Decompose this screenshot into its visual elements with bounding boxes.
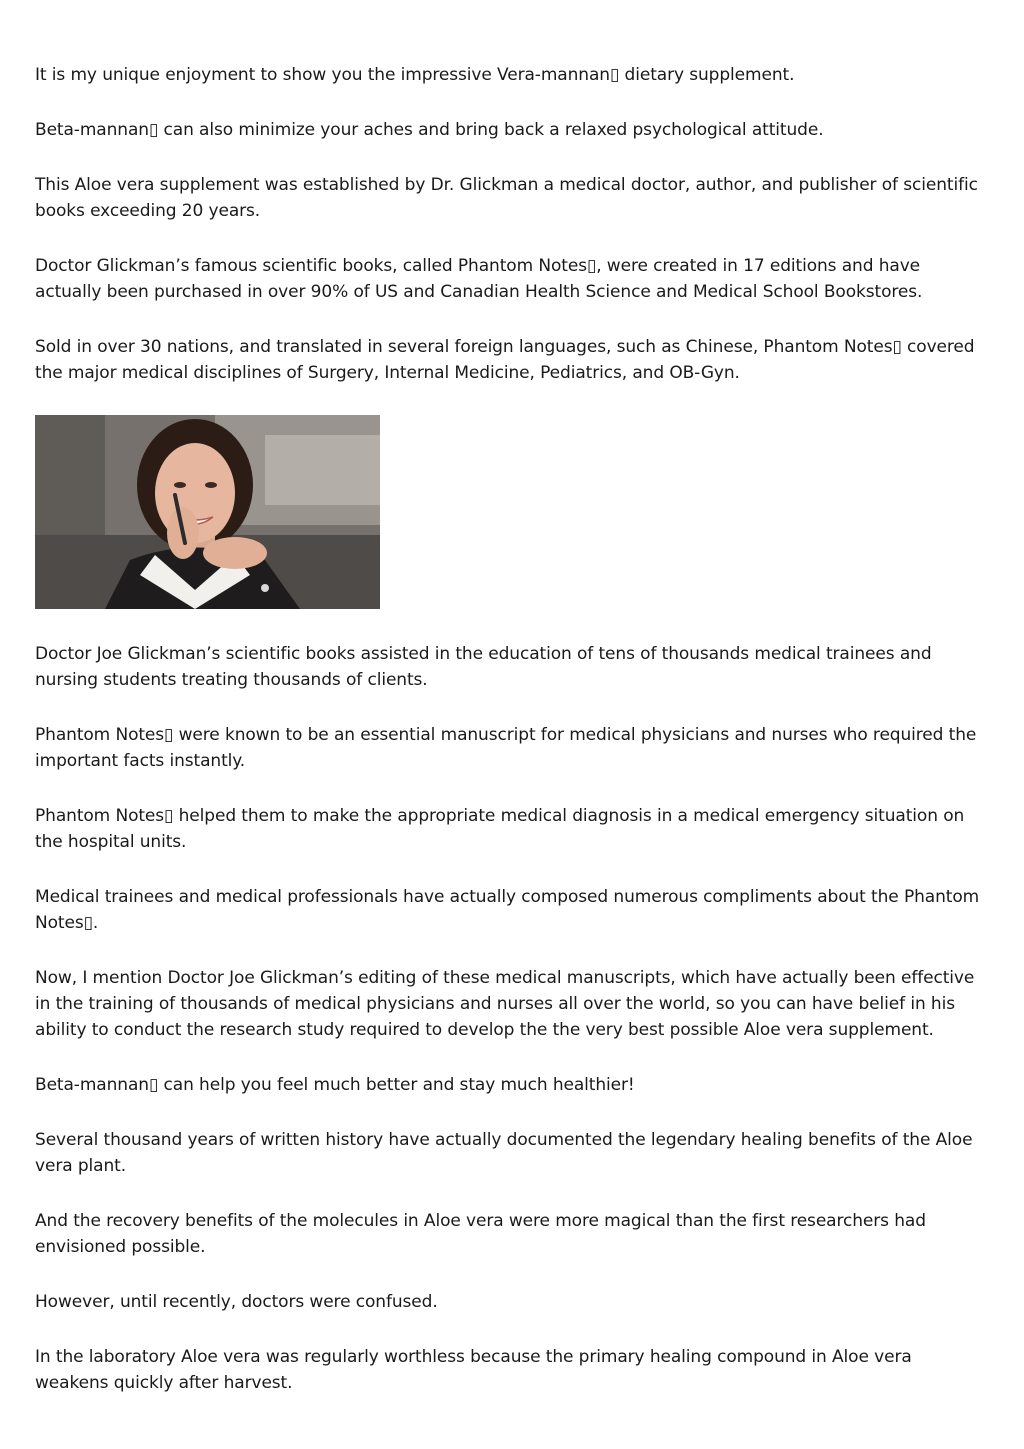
paragraph: Phantom Notes▯ were known to be an essential manuscript for medical physicians and nurses who required the important facts instantly. bbox=[35, 725, 977, 771]
paragraph: Beta-mannan▯ can also minimize your aches and bring back a relaxed psychological attitude. bbox=[35, 120, 824, 140]
paragraph: Doctor Joe Glickman’s scientific books assisted in the education of tens of thousands medical trainees and nursing students treating thousands of clients. bbox=[35, 644, 932, 690]
paragraph: Now, I mention Doctor Joe Glickman’s editing of these medical manuscripts, which have actually been effective in the training of thousands of medical physicians and nurses all over the world, so you can have belief in his ability to conduct the research study required to develop the the very best possible Aloe vera supplement. bbox=[35, 968, 975, 1040]
paragraph: Doctor Glickman’s famous scientific books, called Phantom Notes▯, were created in 17 editions and have actually been purchased in over 90% of US and Canadian Health Science and Medical School Bookstores. bbox=[35, 256, 923, 302]
paragraph: This Aloe vera supplement was established by Dr. Glickman a medical doctor, author, and publisher of scientific books exceeding 20 years. bbox=[35, 175, 978, 221]
paragraph: Sold in over 30 nations, and translated in several foreign languages, such as Chinese, Phantom Notes▯ covered the major medical disciplines of Surgery, Internal Medicine, Pediatrics, and OB-Gyn. bbox=[35, 337, 975, 383]
document-body bbox=[35, 62, 990, 1425]
paragraph: Beta-mannan▯ can help you feel much better and stay much healthier! bbox=[35, 1075, 635, 1095]
paragraph: However, until recently, doctors were confused. bbox=[35, 1292, 438, 1312]
paragraph: In the laboratory Aloe vera was regularly worthless because the primary healing compound in Aloe vera weakens quickly after harvest. bbox=[35, 1347, 912, 1393]
portrait-photo bbox=[35, 415, 380, 609]
paragraph: Several thousand years of written history have actually documented the legendary healing benefits of the Aloe vera plant. bbox=[35, 1130, 973, 1176]
paragraph: Medical trainees and medical professionals have actually composed numerous compliments about the Phantom Notes▯. bbox=[35, 887, 980, 933]
woman-portrait-image bbox=[35, 415, 380, 609]
paragraph: It is my unique enjoyment to show you the impressive Vera-mannan▯ dietary supplement. bbox=[35, 65, 795, 85]
paragraph: And the recovery benefits of the molecules in Aloe vera were more magical than the first researchers had envisioned possible. bbox=[35, 1211, 926, 1257]
paragraph: Phantom Notes▯ helped them to make the appropriate medical diagnosis in a medical emergency situation on the hospital units. bbox=[35, 806, 965, 852]
